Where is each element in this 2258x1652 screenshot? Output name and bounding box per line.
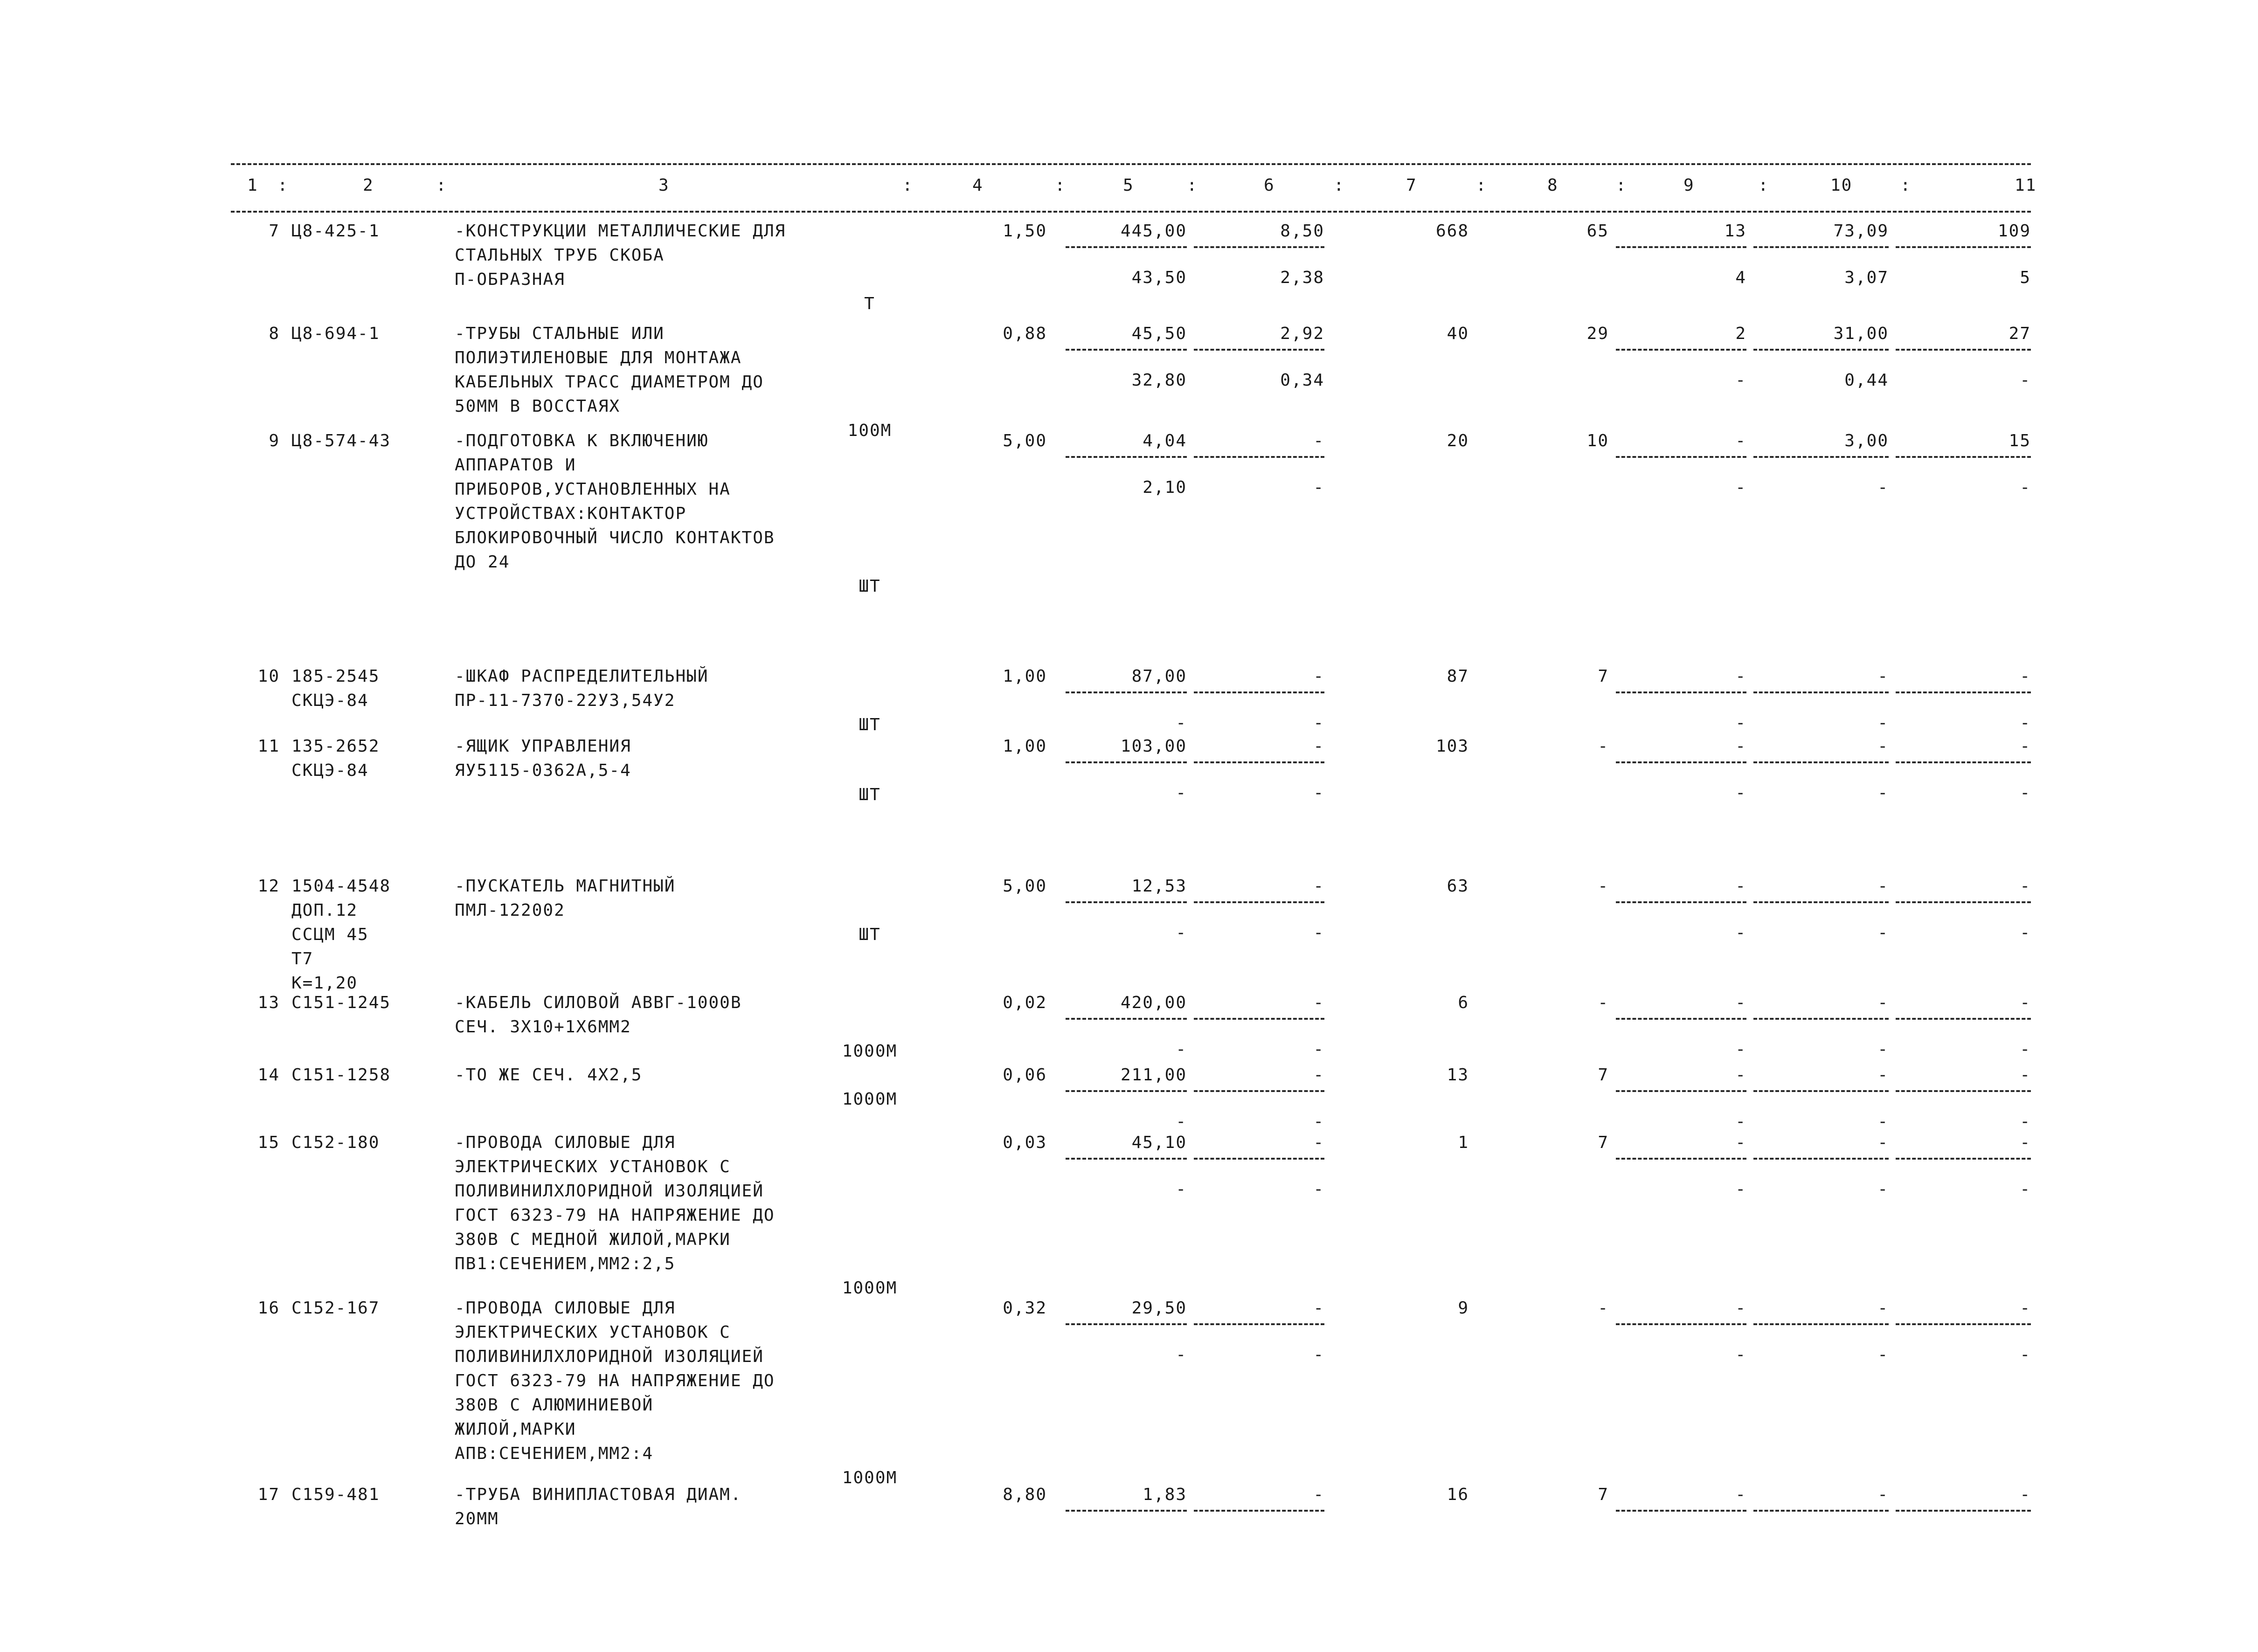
- cell-c6: -: [1313, 431, 1324, 450]
- row-description-line: -ШКАФ РАСПРЕДЕЛИТЕЛЬНЫЙ: [455, 667, 709, 686]
- cell-c9-second: -: [1735, 1112, 1746, 1131]
- cell-c9-second: -: [1735, 783, 1746, 802]
- column-separator: :: [1187, 176, 1197, 195]
- row-number: 15: [257, 1133, 280, 1152]
- cell-underline: [1066, 1090, 1187, 1092]
- row-description-line: ПР-11-7370-22У3,54У2: [455, 691, 676, 710]
- row-description-line: СЕЧ. 3Х10+1Х6ММ2: [455, 1017, 631, 1037]
- row-code-line: 135-2652: [291, 737, 380, 756]
- cell-underline: [1194, 1090, 1324, 1092]
- cell-c10-second: -: [1877, 923, 1889, 942]
- cell-underline: [1616, 1018, 1746, 1020]
- cell-c5: 45,10: [1131, 1133, 1187, 1152]
- cell-c4: 1,00: [1003, 737, 1047, 756]
- cell-c5: 87,00: [1131, 667, 1187, 686]
- cell-c8: 7: [1598, 667, 1609, 686]
- column-header-3: 3: [658, 176, 670, 195]
- cell-c11: -: [2020, 1299, 2031, 1318]
- cell-c6-second: -: [1313, 1040, 1324, 1059]
- cell-c4: 0,88: [1003, 324, 1047, 343]
- cell-c5-second: 2,10: [1143, 478, 1187, 497]
- row-description-line: БЛОКИРОВОЧНЫЙ ЧИСЛО КОНТАКТОВ: [455, 528, 775, 547]
- cell-c5-second: -: [1176, 923, 1187, 942]
- cell-underline: [1616, 901, 1746, 903]
- cell-underline: [1066, 1510, 1187, 1512]
- cell-underline: [1066, 456, 1187, 458]
- cell-c8: 7: [1598, 1065, 1609, 1085]
- row-description-line: -ПРОВОДА СИЛОВЫЕ ДЛЯ: [455, 1299, 676, 1318]
- cell-c9-second: -: [1735, 1345, 1746, 1364]
- cell-c11-second: -: [2020, 1040, 2031, 1059]
- row-description-line: ЯУ5115-0362А,5-4: [455, 761, 631, 780]
- cell-c6: -: [1313, 667, 1324, 686]
- cell-c11: 27: [2009, 324, 2031, 343]
- cell-c9: -: [1735, 1133, 1746, 1152]
- cell-c10: -: [1877, 1485, 1889, 1504]
- cell-c11: 109: [1997, 221, 2031, 241]
- cell-c9-second: 4: [1735, 268, 1746, 287]
- cell-underline: [1896, 691, 2031, 693]
- cell-c11: -: [2020, 1133, 2031, 1152]
- cell-c4: 0,32: [1003, 1299, 1047, 1318]
- cell-c6-second: -: [1313, 1180, 1324, 1199]
- cell-underline: [1066, 1158, 1187, 1160]
- cell-c4: 1,50: [1003, 221, 1047, 241]
- cell-c6: -: [1313, 1133, 1324, 1152]
- cell-c8: -: [1598, 993, 1609, 1012]
- row-description-line: ПМЛ-122002: [455, 901, 565, 920]
- row-description-line: ПОЛИЭТИЛЕНОВЫЕ ДЛЯ МОНТАЖА: [455, 348, 742, 367]
- column-header-8: 8: [1547, 176, 1558, 195]
- cell-underline: [1896, 901, 2031, 903]
- cell-c10: -: [1877, 1299, 1889, 1318]
- cell-underline: [1753, 1018, 1889, 1020]
- cell-c11: -: [2020, 1065, 2031, 1085]
- row-description-line: ЭЛЕКТРИЧЕСКИХ УСТАНОВОК С: [455, 1323, 731, 1342]
- row-code-line: ДОП.12: [291, 901, 358, 920]
- cell-underline: [1194, 1323, 1324, 1325]
- row-description-line: СТАЛЬНЫХ ТРУБ СКОБА: [455, 246, 665, 265]
- row-code-line: Ц8-574-43: [291, 431, 391, 450]
- cell-c10-second: -: [1877, 783, 1889, 802]
- cell-c11-second: -: [2020, 1112, 2031, 1131]
- cell-underline: [1066, 901, 1187, 903]
- column-header-7: 7: [1406, 176, 1417, 195]
- cell-c6: 8,50: [1280, 221, 1324, 241]
- cell-c7: 20: [1447, 431, 1469, 450]
- row-description-line: АППАРАТОВ И: [455, 456, 576, 475]
- cell-c9-second: -: [1735, 371, 1746, 390]
- cell-underline: [1753, 456, 1889, 458]
- column-header-4: 4: [972, 176, 984, 195]
- column-separator: :: [1055, 176, 1065, 195]
- cell-c10: -: [1877, 993, 1889, 1012]
- cell-c6: 2,92: [1280, 324, 1324, 343]
- cell-underline: [1753, 349, 1889, 351]
- cell-c7: 6: [1458, 993, 1469, 1012]
- cell-c9: -: [1735, 1299, 1746, 1318]
- row-code-line: С152-180: [291, 1133, 380, 1152]
- cell-c5-second: 43,50: [1131, 268, 1187, 287]
- cell-c9-second: -: [1735, 713, 1746, 733]
- column-header-2: 2: [363, 176, 374, 195]
- cell-c6-second: 2,38: [1280, 268, 1324, 287]
- cell-c9: 2: [1735, 324, 1746, 343]
- row-description-line: ПОЛИВИНИЛХЛОРИДНОЙ ИЗОЛЯЦИЕЙ: [455, 1347, 764, 1366]
- cell-c6-second: -: [1313, 923, 1324, 942]
- column-separator: :: [1900, 176, 1911, 195]
- cell-c8: 29: [1586, 324, 1609, 343]
- cell-c6-second: -: [1313, 713, 1324, 733]
- cell-c4: 1,00: [1003, 667, 1047, 686]
- cell-c5-second: -: [1176, 1112, 1187, 1131]
- cell-c5: 45,50: [1131, 324, 1187, 343]
- cell-underline: [1896, 1018, 2031, 1020]
- cell-underline: [1066, 349, 1187, 351]
- cell-c9-second: -: [1735, 1180, 1746, 1199]
- cell-c11: -: [2020, 737, 2031, 756]
- cell-underline: [1066, 1018, 1187, 1020]
- cell-underline: [1066, 691, 1187, 693]
- cell-c10: -: [1877, 737, 1889, 756]
- cell-c5-second: -: [1176, 713, 1187, 733]
- row-code-line: С151-1245: [291, 993, 391, 1012]
- row-code-line: ССЦМ 45: [291, 925, 369, 944]
- cell-c10-second: -: [1877, 713, 1889, 733]
- cell-c9: -: [1735, 993, 1746, 1012]
- cell-c9: -: [1735, 1065, 1746, 1085]
- cell-c11: 15: [2009, 431, 2031, 450]
- row-number: 17: [257, 1485, 280, 1504]
- row-description-line: -ПРОВОДА СИЛОВЫЕ ДЛЯ: [455, 1133, 676, 1152]
- cell-c10: 73,09: [1833, 221, 1889, 241]
- column-separator: :: [902, 176, 913, 195]
- cell-c7: 668: [1435, 221, 1469, 241]
- row-description-line: 20ММ: [455, 1509, 499, 1528]
- cell-c11: -: [2020, 877, 2031, 896]
- row-description-line: 380В С МЕДНОЙ ЖИЛОЙ,МАРКИ: [455, 1230, 731, 1249]
- cell-underline: [1896, 761, 2031, 763]
- cell-c8: -: [1598, 737, 1609, 756]
- cell-c7: 63: [1447, 877, 1469, 896]
- cell-underline: [1066, 1323, 1187, 1325]
- cell-c7: 1: [1458, 1133, 1469, 1152]
- cell-c7: 16: [1447, 1485, 1469, 1504]
- cell-c4: 5,00: [1003, 877, 1047, 896]
- cell-c10-second: -: [1877, 1040, 1889, 1059]
- cell-c4: 0,03: [1003, 1133, 1047, 1152]
- cell-c6: -: [1313, 1299, 1324, 1318]
- cell-c9: -: [1735, 877, 1746, 896]
- cell-c6: -: [1313, 993, 1324, 1012]
- cell-c8: 65: [1586, 221, 1609, 241]
- cell-c7: 87: [1447, 667, 1469, 686]
- row-description-line: -КАБЕЛЬ СИЛОВОЙ АВВГ-1000В: [455, 993, 742, 1012]
- cell-c6-second: 0,34: [1280, 371, 1324, 390]
- cell-c11-second: -: [2020, 1180, 2031, 1199]
- row-unit: 1000М: [842, 1042, 898, 1061]
- cell-underline: [1194, 691, 1324, 693]
- cell-underline: [1896, 1510, 2031, 1512]
- header-rule-top: [231, 163, 2031, 165]
- row-description-line: ДО 24: [455, 553, 510, 572]
- row-unit: 1000М: [842, 1468, 898, 1487]
- cell-c6: -: [1313, 1485, 1324, 1504]
- row-code-line: Ц8-694-1: [291, 324, 380, 343]
- row-code-line: К=1,20: [291, 974, 358, 993]
- row-unit: ШТ: [859, 577, 881, 596]
- cell-c4: 0,02: [1003, 993, 1047, 1012]
- cell-c10-second: 3,07: [1844, 268, 1889, 287]
- cell-underline: [1616, 691, 1746, 693]
- cell-c8: -: [1598, 877, 1609, 896]
- cell-underline: [1753, 1510, 1889, 1512]
- cell-underline: [1066, 246, 1187, 248]
- column-separator: :: [1758, 176, 1768, 195]
- row-number: 7: [269, 221, 280, 241]
- row-description-line: АПВ:СЕЧЕНИЕМ,ММ2:4: [455, 1444, 654, 1463]
- cell-c10: 31,00: [1833, 324, 1889, 343]
- row-unit: Т: [864, 294, 875, 313]
- cell-underline: [1194, 1158, 1324, 1160]
- cell-underline: [1753, 1323, 1889, 1325]
- cell-c9: -: [1735, 667, 1746, 686]
- cell-underline: [1753, 761, 1889, 763]
- cell-c9-second: -: [1735, 923, 1746, 942]
- cell-underline: [1896, 1158, 2031, 1160]
- cell-c6: -: [1313, 737, 1324, 756]
- cell-c10: -: [1877, 1133, 1889, 1152]
- cell-c6: -: [1313, 877, 1324, 896]
- cell-c11: -: [2020, 667, 2031, 686]
- column-separator: :: [277, 176, 288, 195]
- cell-c5-second: -: [1176, 1040, 1187, 1059]
- row-unit: 1000М: [842, 1090, 898, 1109]
- cell-c10-second: -: [1877, 1345, 1889, 1364]
- cell-underline: [1616, 1323, 1746, 1325]
- cell-c10: -: [1877, 667, 1889, 686]
- column-header-6: 6: [1264, 176, 1275, 195]
- row-code-line: С151-1258: [291, 1065, 391, 1085]
- cell-c4: 0,06: [1003, 1065, 1047, 1085]
- cell-c8: 7: [1598, 1485, 1609, 1504]
- row-description-line: ПРИБОРОВ,УСТАНОВЛЕННЫХ НА: [455, 480, 731, 499]
- cell-underline: [1753, 901, 1889, 903]
- cell-underline: [1616, 1510, 1746, 1512]
- cell-c9: -: [1735, 737, 1746, 756]
- column-header-5: 5: [1123, 176, 1134, 195]
- column-separator: :: [1334, 176, 1344, 195]
- cell-c5-second: -: [1176, 1345, 1187, 1364]
- cell-underline: [1896, 1090, 2031, 1092]
- row-number: 11: [257, 737, 280, 756]
- row-code-line: С152-167: [291, 1299, 380, 1318]
- cell-underline: [1616, 1090, 1746, 1092]
- row-code-line: С159-481: [291, 1485, 380, 1504]
- cell-c10-second: -: [1877, 1112, 1889, 1131]
- cell-c9-second: -: [1735, 478, 1746, 497]
- cell-underline: [1616, 761, 1746, 763]
- row-unit: ШТ: [859, 785, 881, 804]
- cell-c9-second: -: [1735, 1040, 1746, 1059]
- cell-c7: 9: [1458, 1299, 1469, 1318]
- row-number: 14: [257, 1065, 280, 1085]
- cell-c6: -: [1313, 1065, 1324, 1085]
- cell-underline: [1753, 1158, 1889, 1160]
- column-header-11: 11: [2015, 176, 2037, 195]
- cell-c11-second: 5: [2020, 268, 2031, 287]
- row-description-line: -ТО ЖЕ СЕЧ. 4Х2,5: [455, 1065, 643, 1085]
- row-number: 13: [257, 993, 280, 1012]
- cell-c11-second: -: [2020, 371, 2031, 390]
- cell-underline: [1066, 761, 1187, 763]
- cell-c5: 420,00: [1120, 993, 1187, 1012]
- cell-c7: 40: [1447, 324, 1469, 343]
- row-unit: 100М: [847, 421, 892, 440]
- row-description-line: ЭЛЕКТРИЧЕСКИХ УСТАНОВОК С: [455, 1157, 731, 1176]
- cell-underline: [1616, 1158, 1746, 1160]
- cell-underline: [1616, 349, 1746, 351]
- cell-c5: 29,50: [1131, 1299, 1187, 1318]
- cell-c6-second: -: [1313, 1112, 1324, 1131]
- column-header-10: 10: [1830, 176, 1853, 195]
- row-code-line: СКЦЭ-84: [291, 691, 369, 710]
- cell-underline: [1194, 761, 1324, 763]
- row-description-line: 380В С АЛЮМИНИЕВОЙ: [455, 1396, 654, 1415]
- cell-c7: 13: [1447, 1065, 1469, 1085]
- row-description-line: -ПОДГОТОВКА К ВКЛЮЧЕНИЮ: [455, 431, 709, 450]
- row-description-line: -ПУСКАТЕЛЬ МАГНИТНЫЙ: [455, 877, 676, 896]
- row-description-line: -ЯЩИК УПРАВЛЕНИЯ: [455, 737, 631, 756]
- cell-c11: -: [2020, 993, 2031, 1012]
- row-unit: 1000М: [842, 1279, 898, 1298]
- cell-underline: [1194, 246, 1324, 248]
- row-description-line: 50ММ В ВОССТАЯХ: [455, 397, 621, 416]
- cell-c5: 445,00: [1120, 221, 1187, 241]
- cell-c5-second: -: [1176, 1180, 1187, 1199]
- cell-underline: [1753, 246, 1889, 248]
- cell-c10: 3,00: [1844, 431, 1889, 450]
- row-number: 12: [257, 877, 280, 896]
- row-description-line: -ТРУБЫ СТАЛЬНЫЕ ИЛИ: [455, 324, 665, 343]
- column-separator: :: [1616, 176, 1626, 195]
- row-unit: ШТ: [859, 925, 881, 944]
- cell-c10-second: 0,44: [1844, 371, 1889, 390]
- cell-c9: -: [1735, 1485, 1746, 1504]
- row-description-line: ГОСТ 6323-79 НА НАПРЯЖЕНИЕ ДО: [455, 1371, 775, 1390]
- cell-c11-second: -: [2020, 478, 2031, 497]
- cell-c5: 103,00: [1120, 737, 1187, 756]
- cell-c5-second: -: [1176, 783, 1187, 802]
- cell-c5: 12,53: [1131, 877, 1187, 896]
- cell-c9: -: [1735, 431, 1746, 450]
- cell-c9: 13: [1724, 221, 1746, 241]
- cell-c10: -: [1877, 1065, 1889, 1085]
- row-description-line: ГОСТ 6323-79 НА НАПРЯЖЕНИЕ ДО: [455, 1206, 775, 1225]
- column-separator: :: [436, 176, 446, 195]
- row-code-line: СКЦЭ-84: [291, 761, 369, 780]
- cell-c11-second: -: [2020, 783, 2031, 802]
- cell-underline: [1753, 691, 1889, 693]
- cell-underline: [1896, 456, 2031, 458]
- cell-c6-second: -: [1313, 1345, 1324, 1364]
- row-description-line: КАБЕЛЬНЫХ ТРАСС ДИАМЕТРОМ ДО: [455, 373, 764, 392]
- row-number: 16: [257, 1299, 280, 1318]
- cell-c4: 8,80: [1003, 1485, 1047, 1504]
- cell-c5-second: 32,80: [1131, 371, 1187, 390]
- cell-c10: -: [1877, 877, 1889, 896]
- cell-c10-second: -: [1877, 1180, 1889, 1199]
- column-separator: :: [1476, 176, 1486, 195]
- cell-c4: 5,00: [1003, 431, 1047, 450]
- cell-c11: -: [2020, 1485, 2031, 1504]
- cell-c11-second: -: [2020, 1345, 2031, 1364]
- cell-underline: [1896, 349, 2031, 351]
- cell-underline: [1194, 1510, 1324, 1512]
- cell-underline: [1896, 1323, 2031, 1325]
- cell-underline: [1753, 1090, 1889, 1092]
- cell-c6-second: -: [1313, 783, 1324, 802]
- row-unit: ШТ: [859, 715, 881, 734]
- cell-c8: -: [1598, 1299, 1609, 1318]
- header-rule-bottom: [231, 211, 2031, 213]
- row-number: 9: [269, 431, 280, 450]
- row-description-line: -КОНСТРУКЦИИ МЕТАЛЛИЧЕСКИЕ ДЛЯ: [455, 221, 786, 241]
- cell-underline: [1194, 349, 1324, 351]
- row-code-line: Ц8-425-1: [291, 221, 380, 241]
- row-description-line: УСТРОЙСТВАХ:КОНТАКТОР: [455, 504, 687, 523]
- cell-c7: 103: [1435, 737, 1469, 756]
- cell-c5: 1,83: [1143, 1485, 1187, 1504]
- row-description-line: ЖИЛОЙ,МАРКИ: [455, 1420, 576, 1439]
- column-header-1: 1: [247, 176, 258, 195]
- cell-underline: [1194, 1018, 1324, 1020]
- cell-underline: [1896, 246, 2031, 248]
- cell-c5: 4,04: [1143, 431, 1187, 450]
- row-description-line: ПОЛИВИНИЛХЛОРИДНОЙ ИЗОЛЯЦИЕЙ: [455, 1182, 764, 1201]
- cell-c8: 10: [1586, 431, 1609, 450]
- cell-underline: [1194, 456, 1324, 458]
- column-header-9: 9: [1683, 176, 1695, 195]
- cell-c10-second: -: [1877, 478, 1889, 497]
- cell-underline: [1616, 246, 1746, 248]
- cell-underline: [1616, 456, 1746, 458]
- row-code-line: 185-2545: [291, 667, 380, 686]
- row-description-line: -ТРУБА ВИНИПЛАСТОВАЯ ДИАМ.: [455, 1485, 742, 1504]
- row-number: 10: [257, 667, 280, 686]
- cell-c5: 211,00: [1120, 1065, 1187, 1085]
- cell-c8: 7: [1598, 1133, 1609, 1152]
- row-description-line: ПВ1:СЕЧЕНИЕМ,ММ2:2,5: [455, 1254, 676, 1273]
- row-code-line: 1504-4548: [291, 877, 391, 896]
- row-description-line: П-ОБРАЗНАЯ: [455, 270, 565, 289]
- row-number: 8: [269, 324, 280, 343]
- row-code-line: Т7: [291, 949, 314, 968]
- cell-c11-second: -: [2020, 713, 2031, 733]
- cell-underline: [1194, 901, 1324, 903]
- cell-c11-second: -: [2020, 923, 2031, 942]
- cell-c6-second: -: [1313, 478, 1324, 497]
